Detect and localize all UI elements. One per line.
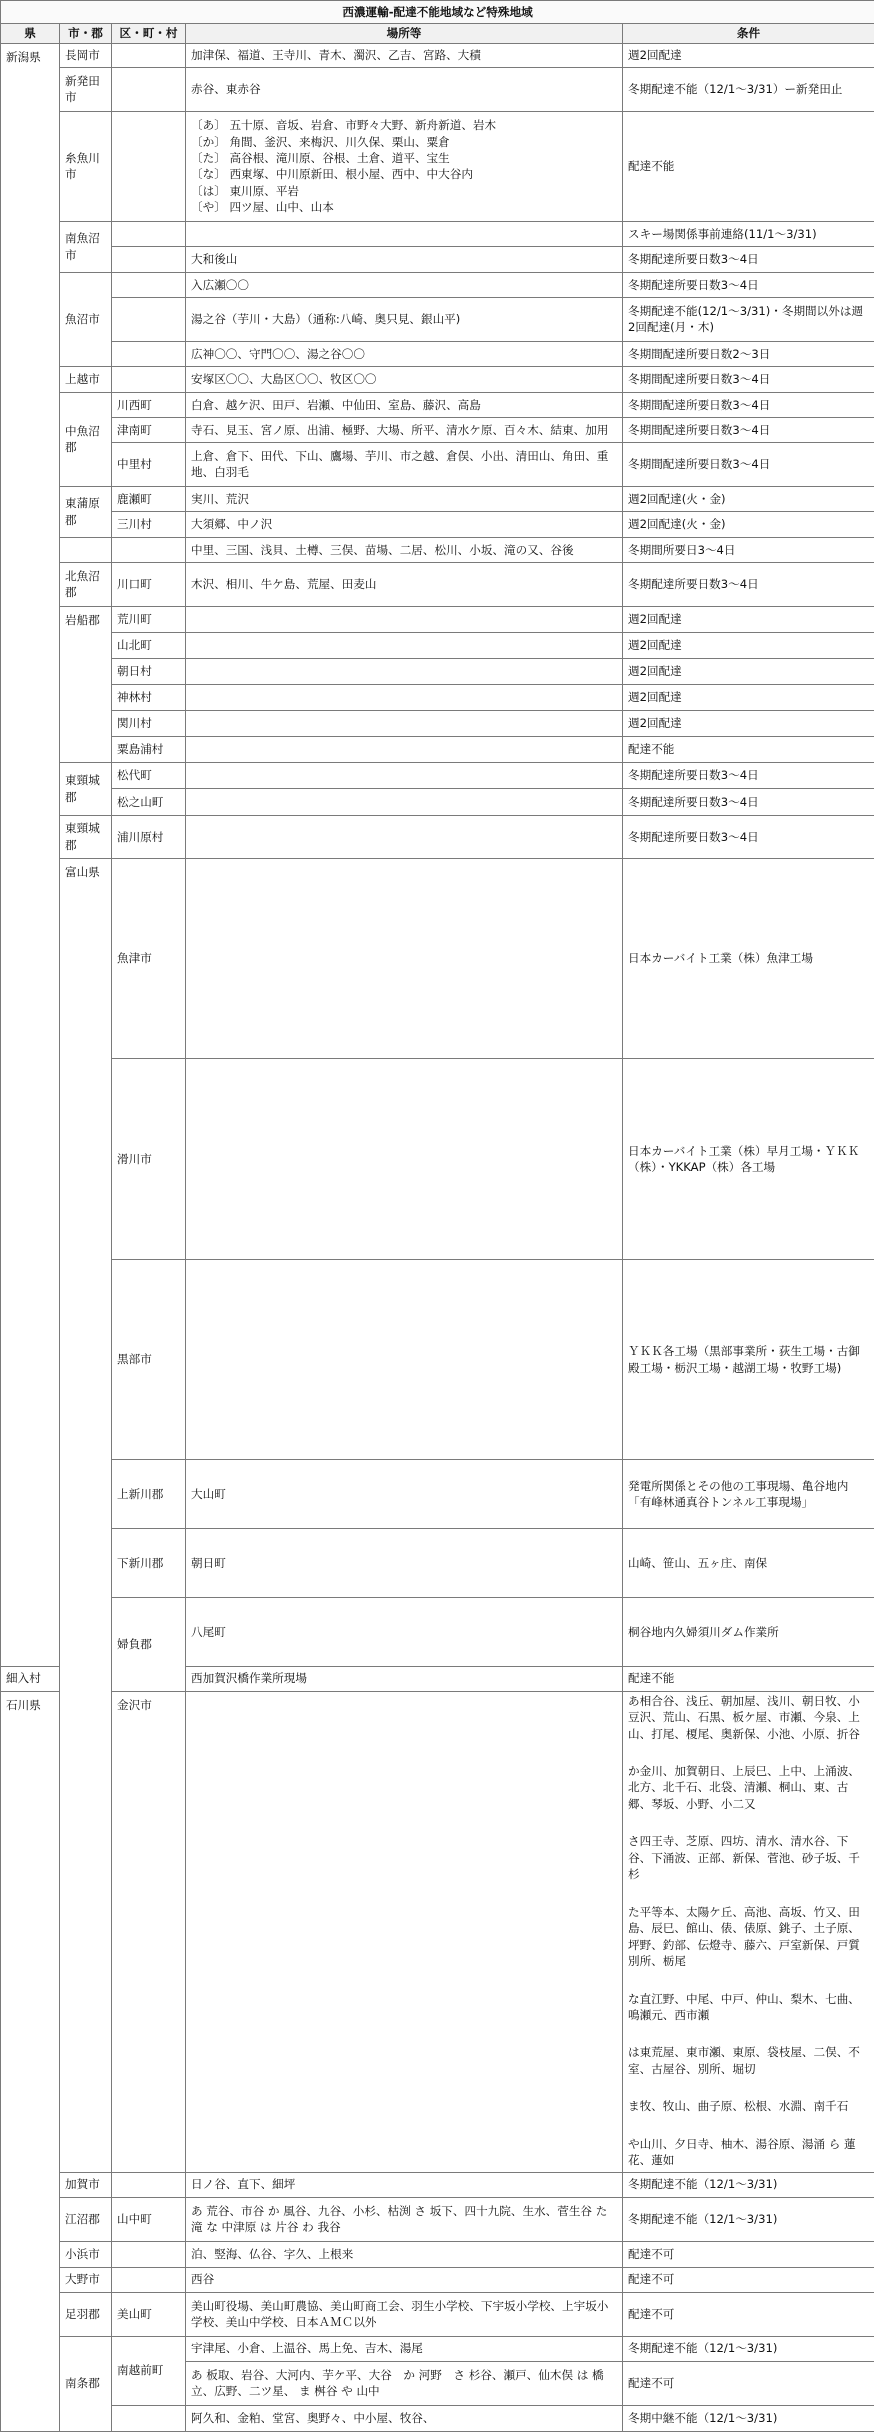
table-cell: 発電所関係とその他の工事現場、亀谷地内「有峰林通真谷トンネル工事現場」 [623,1460,874,1529]
header-conditions: 条件 [623,24,874,43]
cell-line: 〔か〕 角間、釜沢、来梅沢、川久保、栗山、粟倉 [191,134,617,150]
table-cell: 冬期間配達所要日数3〜4日 [623,392,874,417]
table-cell: 石川県 [1,1691,60,2431]
table-cell: 週2回配達 [623,684,874,710]
table-cell: 上倉、倉下、田代、下山、鷹場、芋川、市之越、倉俣、小出、清田山、角田、重地、白羽毛 [186,442,623,486]
table-cell: 安塚区〇〇、大島区〇〇、牧区〇〇 [186,366,623,392]
table-cell: 松代町 [112,762,186,788]
table-cell: 松之山町 [112,788,186,815]
table-cell: 冬期配達所要日数3〜4日 [623,562,874,606]
table-cell: 浦川原村 [112,815,186,858]
table-cell: 寺石、見玉、宮ノ原、出浦、極野、大場、所平、清水ケ原、百々木、結東、加用 [186,417,623,442]
table-cell: 実川、荒沢 [186,486,623,511]
table-cell [186,658,623,684]
table-cell [186,710,623,736]
table-row [1,562,874,606]
table-cell: 関川村 [112,710,186,736]
table-row [1,67,874,111]
header-row [1,24,874,43]
table-row [1,1460,874,1529]
table-cell [112,43,186,67]
kana-group-block: た平等本、太陽ケ丘、高池、高坂、竹又、田島、辰巳、館山、俵、俵原、銚子、土子原、坪野、釣部、伝燈寺、藤六、戸室新保、戸質別所、栃尾 [628,1904,869,1970]
table-cell [186,111,623,221]
table-cell: 大山町 [186,1460,623,1529]
table-row [1,606,874,632]
table-row [1,658,874,684]
table-cell: 西加賀沢橋作業所現場 [186,1666,623,1691]
table-cell: 週2回配達(火・金) [623,486,874,511]
table-cell: 鹿瀬町 [112,486,186,511]
table-cell [186,1059,623,1259]
table-cell: 泊、竪海、仏谷、字久、上根来 [186,2241,623,2267]
table-cell: 新潟県 [1,43,60,1666]
table-cell: 冬期間配達所要日数2〜3日 [623,341,874,366]
table-title: 西濃運輸-配達不能地域など特殊地域 [1,1,874,24]
table-cell: 冬期配達所要日数3〜4日 [623,815,874,858]
cell-line: 〔た〕 高谷根、滝川原、谷根、土倉、道平、宝生 [191,150,617,166]
kana-group-block: な直江野、中尾、中戸、仲山、梨木、七曲、鳴瀬元、西市瀬 [628,1991,869,2024]
table-cell [60,537,112,562]
table-cell: 上新川郡 [112,1460,186,1529]
table-cell: 東頸城郡 [60,815,112,858]
kana-group-block: や山川、夕日寺、柚木、湯谷原、湯涌 ら 蓮花、蓮如 [628,2136,869,2169]
table-row [1,1597,874,1666]
table-cell: 週2回配達 [623,632,874,658]
table-cell: 三川村 [112,511,186,537]
table-cell [186,736,623,762]
table-cell: 桐谷地内久婦須川ダム作業所 [623,1597,874,1666]
table-cell: 北魚沼郡 [60,562,112,606]
table-cell: 東頸城郡 [60,762,112,815]
table-cell: 冬期配達所要日数3〜4日 [623,762,874,788]
table-cell: 冬期配達所要日数3〜4日 [623,788,874,815]
table-cell: 週2回配達 [623,658,874,684]
header-ward-town-village: 区・町・村 [112,24,186,43]
table-cell: 東蒲原郡 [60,486,112,537]
table-row [1,1691,874,2172]
table-cell: 川西町 [112,392,186,417]
table-row [1,815,874,858]
table-cell [112,246,186,272]
table-cell: 週2回配達 [623,606,874,632]
table-cell: 川口町 [112,562,186,606]
table-cell: 冬期配達不能（12/1〜3/31) [623,2197,874,2241]
table-cell: 配達不能 [623,111,874,221]
table-cell: 冬期間配達所要日数3〜4日 [623,366,874,392]
table-row [1,762,874,788]
table-cell: 美山町 [112,2292,186,2336]
table-cell [186,858,623,1058]
table-cell [186,1259,623,1459]
table-row [1,858,874,1058]
table-cell: 粟島浦村 [112,736,186,762]
table-cell: あ 荒谷、市谷 か 風谷、九谷、小杉、枯渕 さ 坂下、四十九院、生水、菅生谷 た 滝 な 中津原 は 片谷 わ 我谷 [186,2197,623,2241]
table-cell: 日本カーバイト工業（株）魚津工場 [623,858,874,1058]
table-cell: 美山町役場、美山町農協、美山町商工会、羽生小学校、下宇坂小学校、上宇坂小学校、美山中学校、日本ＡＭＣ以外 [186,2292,623,2336]
table-row [1,366,874,392]
table-cell [112,366,186,392]
table-cell: 上越市 [60,366,112,392]
table-cell [623,1691,874,2172]
table-cell: 冬期中継不能（12/1〜3/31) [623,2405,874,2431]
table-cell: 週2回配達 [623,43,874,67]
table-cell: 長岡市 [60,43,112,67]
table-cell: 細入村 [1,1666,60,1691]
table-cell: 西谷 [186,2267,623,2292]
kana-group-block: か金川、加賀朝日、上辰巳、上中、上涌波、北方、北千石、北袋、清瀬、桐山、東、古郷、琴坂、小野、小二又 [628,1763,869,1812]
table-cell: 日ノ谷、直下、細坪 [186,2172,623,2197]
table-cell: 山崎、笹山、五ヶ庄、南保 [623,1529,874,1598]
table-cell: 神林村 [112,684,186,710]
table-cell: ＹＫＫ各工場（黒部事業所・荻生工場・古御殿工場・栃沢工場・越湖工場・牧野工場) [623,1259,874,1459]
table-cell: 配達不可 [623,2361,874,2405]
table-cell: 加津保、福道、王寺川、青木、濁沢、乙吉、宮路、大積 [186,43,623,67]
table-cell [112,341,186,366]
table-cell: 入広瀬〇〇 [186,272,623,297]
table-cell: 黒部市 [112,1259,186,1459]
table-cell: 宇津尾、小倉、上温谷、馬上免、吉木、湯尾 [186,2336,623,2361]
table-cell [186,684,623,710]
table-cell: 婦負郡 [112,1597,186,1691]
table-row [1,788,874,815]
table-cell: 南条郡 [60,2336,112,2431]
table-cell: 冬期配達所要日数3〜4日 [623,246,874,272]
table-cell: 足羽郡 [60,2292,112,2336]
table-cell [112,221,186,246]
table-cell: 配達不可 [623,2267,874,2292]
table-cell: 荒川町 [112,606,186,632]
table-row [1,511,874,537]
table-cell: 山中町 [112,2197,186,2241]
table-cell [186,632,623,658]
kana-group-block: あ相合谷、浅丘、朝加屋、浅川、朝日牧、小豆沢、荒山、石黒、板ケ屋、市瀬、今泉、上山、打尾、榎尾、奥新保、小池、小原、折谷 [628,1693,869,1742]
header-locations: 場所等 [186,24,623,43]
table-cell: 滑川市 [112,1059,186,1259]
table-row [1,297,874,341]
table-cell: 冬期間所要日3〜4日 [623,537,874,562]
cell-line: 〔な〕 西東塚、中川原新田、根小屋、西中、中大谷内 [191,166,617,182]
table-cell: 赤谷、東赤谷 [186,67,623,111]
header-prefecture: 県 [1,24,60,43]
table-cell: 南魚沼市 [60,221,112,272]
table-cell: 魚津市 [112,858,186,1058]
cell-line: 〔は〕 東川原、平岩 [191,183,617,199]
table-row [1,486,874,511]
kana-group-block: ま牧、牧山、曲子原、松根、水淵、南千石 [628,2098,869,2114]
cell-line: 〔や〕 四ツ屋、山中、山本 [191,199,617,215]
table-cell: 津南町 [112,417,186,442]
table-cell: 配達不可 [623,2241,874,2267]
table-cell: 岩船郡 [60,606,112,762]
table-cell: 冬期配達不能（12/1〜3/31) [623,2172,874,2197]
table-cell [112,67,186,111]
title-row [1,1,874,24]
table-cell: 配達不能 [623,1666,874,1691]
table-cell [186,221,623,246]
table-cell: 広神〇〇、守門〇〇、湯之谷〇〇 [186,341,623,366]
table-cell [186,606,623,632]
table-cell: 糸魚川市 [60,111,112,221]
table-cell: 大野市 [60,2267,112,2292]
table-cell [112,2405,186,2431]
table-cell: 冬期配達所要日数3〜4日 [623,272,874,297]
kana-group-block: さ四王寺、芝原、四坊、清水、清水谷、下谷、下涌波、正部、新保、菅池、砂子坂、千杉 [628,1833,869,1882]
table-cell: 山北町 [112,632,186,658]
table-cell: 湯之谷（芋川・大島）（通称:八崎、奥只見、銀山平) [186,297,623,341]
table-cell [112,111,186,221]
table-cell: 冬期配達不能（12/1〜3/31）ー新発田止 [623,67,874,111]
table-cell: 冬期配達不能(12/1〜3/31)・冬期間以外は週2回配達(月・木) [623,297,874,341]
table-cell [112,2267,186,2292]
table-cell: 日本カーバイト工業（株）早月工場・ＹＫＫ（株）・YKKAP（株）各工場 [623,1059,874,1259]
cell-line: 〔あ〕 五十原、音坂、岩倉、市野々大野、新舟新道、岩木 [191,117,617,133]
table-cell: 木沢、相川、牛ケ島、荒屋、田麦山 [186,562,623,606]
table-cell: 週2回配達(火・金) [623,511,874,537]
table-row [1,43,874,67]
table-cell [186,762,623,788]
header-city-county: 市・郡 [60,24,112,43]
table-row [1,392,874,417]
table-cell: 配達不能 [623,736,874,762]
table-cell: 大須郷、中ノ沢 [186,511,623,537]
table-row [1,1529,874,1598]
table-cell [112,537,186,562]
table-cell: 江沼郡 [60,2197,112,2241]
table-cell: 大和後山 [186,246,623,272]
table-cell: 朝日村 [112,658,186,684]
table-cell: 週2回配達 [623,710,874,736]
table-cell: 配達不可 [623,2292,874,2336]
table-row [1,684,874,710]
table-row [1,537,874,562]
table-cell: 富山県 [60,858,112,2172]
table-cell: 冬期間配達所要日数3〜4日 [623,417,874,442]
table-row [1,246,874,272]
table-cell: 冬期間配達所要日数3〜4日 [623,442,874,486]
table-row [1,1259,874,1459]
table-cell [112,2172,186,2197]
table-cell [186,1691,623,2172]
table-cell: 八尾町 [186,1597,623,1666]
table-row [1,2405,874,2431]
table-cell [112,297,186,341]
table-row [1,341,874,366]
table-cell: 中里、三国、浅貝、土樽、三俣、苗場、二居、松川、小坂、滝の又、谷後 [186,537,623,562]
table-cell [112,2241,186,2267]
table-row [1,111,874,221]
table-row [1,1059,874,1259]
table-cell: 中魚沼郡 [60,392,112,486]
table-row [1,2267,874,2292]
table-cell: 朝日町 [186,1529,623,1598]
table-cell [112,272,186,297]
table-cell: 冬期配達不能（12/1〜3/31) [623,2336,874,2361]
table-cell: 下新川郡 [112,1529,186,1598]
table-row [1,736,874,762]
table-cell: 阿久和、金粕、堂宮、奥野々、中小屋、牧谷、 [186,2405,623,2431]
table-cell: 魚沼市 [60,272,112,366]
table-cell: 加賀市 [60,2172,112,2197]
table-cell: 南越前町 [112,2336,186,2405]
table-cell: スキー場関係事前連絡(11/1〜3/31) [623,221,874,246]
table-cell [186,788,623,815]
table-row [1,710,874,736]
table-row [1,221,874,246]
table-row [1,2336,874,2361]
table-row [1,442,874,486]
table-row [1,632,874,658]
table-row [1,2241,874,2267]
table-cell: 金沢市 [112,1691,186,2172]
table-cell: 中里村 [112,442,186,486]
table-row [1,2197,874,2241]
table-row [1,2172,874,2197]
table-cell: 白倉、越ケ沢、田戸、岩瀬、中仙田、室島、藤沢、高島 [186,392,623,417]
table-row [1,2292,874,2336]
table-cell [186,815,623,858]
table-cell: 新発田市 [60,67,112,111]
table-cell: あ 板取、岩谷、大河内、芋ケ平、大谷 か 河野 さ 杉谷、瀬戸、仙木俣 は 橋立、広野、二ツ星、 ま 桝谷 や 山中 [186,2361,623,2405]
table-row [1,417,874,442]
table-cell: 小浜市 [60,2241,112,2267]
kana-group-block: は東荒屋、東市瀬、東原、袋枝屋、二俣、不室、古屋谷、別所、堀切 [628,2044,869,2077]
table-row [1,272,874,297]
